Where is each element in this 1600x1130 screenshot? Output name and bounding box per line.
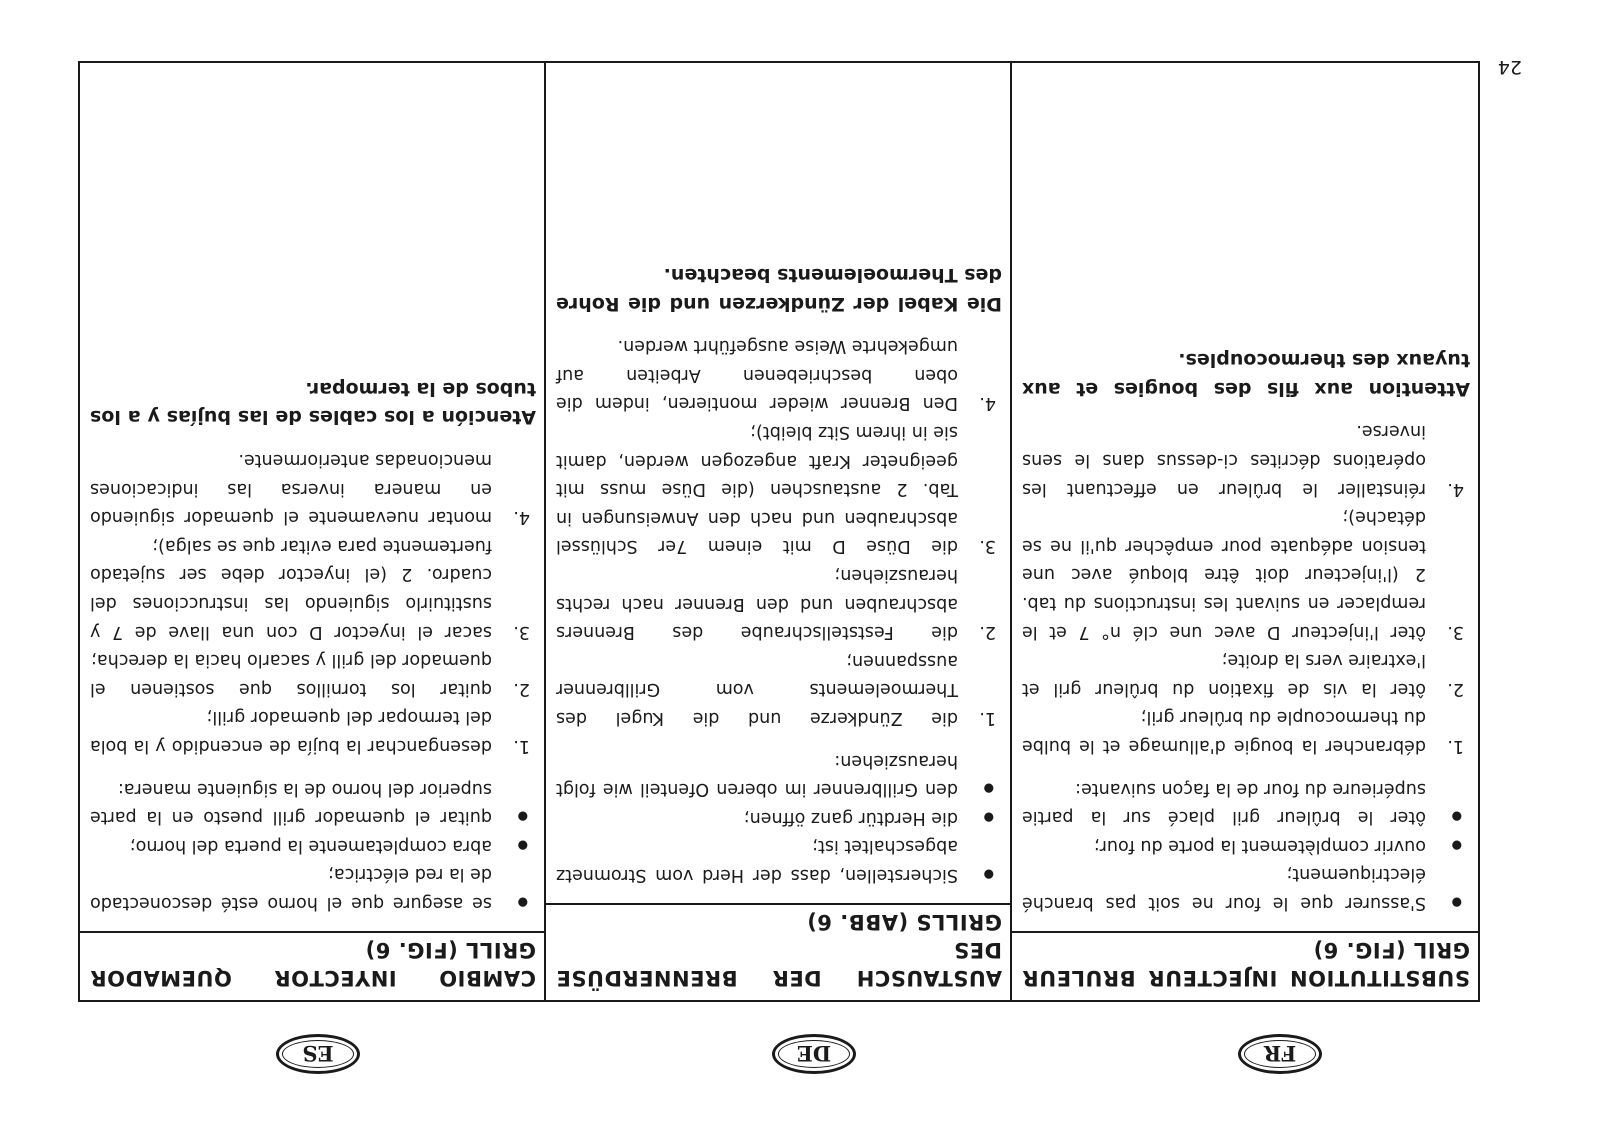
warning-note: Attention aux fils des bougies et aux tuyaux des thermocouples.: [1022, 349, 1470, 400]
column-title-fr: [1022, 936, 1470, 992]
column-es: [80, 63, 546, 1000]
step-text: ôter l'injecteur D avec une clé n° 7 et le remplacer en suivant les instructions du tab. 2 (l'injecteur doit être bloqué avec une tension adéquate pour empêcher qu'il ne se détache);: [1022, 507, 1426, 642]
title-divider: [80, 931, 544, 933]
step-text: die Düse D mit einem 7er Schlüssel abschrauben und nach den Anweisungen in Tab. 2 austauschen (die Düse muss mit geeigneter Kraft angezogen werden, damit sie in ihrem Sitz bleibt);: [556, 422, 958, 557]
title-divider: [1012, 931, 1478, 933]
step-number: 2.: [979, 622, 996, 643]
list-item: ● quitar el quemador grill puesto en la parte superior del horno de la siguiente manera:: [90, 774, 536, 831]
step-list: [90, 446, 536, 761]
precaution-list: [556, 746, 1002, 889]
step-number: 2.: [513, 678, 530, 699]
list-item: ● ouvrir complètement la porte du four;: [1022, 831, 1470, 860]
step-number: 4.: [1447, 478, 1464, 499]
step-item: [90, 446, 536, 532]
step-list: [1022, 417, 1470, 760]
lang-badge-es: ES: [276, 1034, 360, 1074]
step-list: [556, 332, 1002, 732]
column-title-line: GRIL (FIG. 6): [1313, 938, 1470, 962]
step-item: [1022, 417, 1470, 503]
step-number: 4.: [979, 393, 996, 414]
list-item: ● Sicherstellen, dass der Herd vom Stromnetz abgeschaltet ist;: [556, 832, 1002, 889]
column-title-line: AUSTAUSCH DER BRENNERDÜSE DES: [556, 938, 1002, 990]
step-number: 3.: [1447, 621, 1464, 642]
step-item: [556, 646, 1002, 732]
lang-badge-de: DE: [772, 1034, 856, 1074]
column-fr: [1012, 63, 1478, 1000]
step-text: sacar el inyector D con una llave de 7 y sustituirlo siguiendo las instrucciones del cuadro. 2 (el inyector debe ser sujetado fuertemente para evitar que se salga);: [90, 535, 492, 642]
list-item: ● se asegure que el horno esté desconectado de la red eléctrica;: [90, 860, 536, 917]
step-number: 1.: [979, 708, 996, 729]
step-item: [90, 646, 536, 703]
step-text: die Feststellschraube des Brenners abschrauben und den Brenner nach rechts herausziehen;: [556, 565, 958, 643]
step-item: [556, 560, 1002, 646]
precaution-list: [90, 774, 536, 917]
step-text: desenganchar la bujía de encendido y la bola del termopar del quemador grill;: [90, 707, 492, 757]
step-item: [1022, 503, 1470, 646]
warning-note: Die Kabel der Zündkerzen und die Rohre des Thermoelements beachten.: [556, 264, 1002, 315]
column-title-line: GRILLS (ABB. 6): [806, 910, 1002, 934]
list-item: ● den Grillbrenner im oberen Ofenteil wie folgt herausziehen:: [556, 746, 1002, 803]
step-item: [90, 703, 536, 760]
step-number: 3.: [979, 536, 996, 557]
step-number: 4.: [513, 507, 530, 528]
warning-note: Atención a los cables de las bujías y a los tubos de la termopar.: [90, 377, 536, 429]
column-title-de: [556, 908, 1002, 992]
step-text: quitar los tornillos que sostienen el quemador del grill y sacarlo hacia la derecha;: [90, 650, 492, 699]
step-number: 3.: [513, 621, 530, 642]
list-item: ● die Herdtür ganz öffnen;: [556, 803, 1002, 832]
page-number: 24: [1497, 56, 1522, 78]
step-text: réinstaller le brûleur en effectuant les opérations décrites ci-dessus dans le sens inverse.: [1022, 421, 1426, 499]
lang-badge-fr: FR: [1238, 1034, 1322, 1074]
column-title-es: [90, 936, 536, 992]
title-divider: [546, 903, 1010, 905]
column-de: [546, 63, 1012, 1000]
step-number: 1.: [1447, 736, 1464, 757]
step-text: Den Brenner wieder montieren, indem die oben beschriebenen Arbeiten auf umgekehrte Weise ausgeführt werden.: [556, 336, 958, 414]
step-item: [1022, 646, 1470, 703]
step-number: 1.: [513, 736, 530, 757]
step-text: débrancher la bougie d'allumage et le bulbe du thermocouple du brûleur gril;: [1022, 707, 1426, 757]
column-title-line: SUBSTITUTION INJECTEUR BRULEUR: [1022, 966, 1470, 990]
step-text: die Zündkerze und die Kugel des Thermoelements vom Grillbrenner ausspannen;: [556, 650, 958, 729]
list-item: ● S'assurer que le four ne soit pas branché électriquement;: [1022, 860, 1470, 917]
list-item: ● abra completamente la puerta del horno;: [90, 831, 536, 860]
list-item: ● ôter le brûleur gril placé sur la partie supérieure du four de la façon suivante:: [1022, 774, 1470, 831]
precaution-list: [1022, 774, 1470, 917]
step-item: [1022, 703, 1470, 760]
instruction-table: [78, 61, 1480, 1002]
column-title-line: CAMBIO INYECTOR QUEMADOR: [90, 966, 536, 990]
step-text: ôter la vis de fixation du brûleur gril et l'extraire vers la droite;: [1022, 650, 1426, 699]
step-number: 2.: [1447, 678, 1464, 699]
step-item: [90, 531, 536, 645]
step-item: [556, 418, 1002, 561]
column-title-line: GRILL (FIG. 6): [365, 938, 536, 962]
step-text: montar nuevamente el quemador siguiendo en manera inversa las indicaciones mencionadas anteriormente.: [90, 450, 492, 528]
step-item: [556, 332, 1002, 418]
